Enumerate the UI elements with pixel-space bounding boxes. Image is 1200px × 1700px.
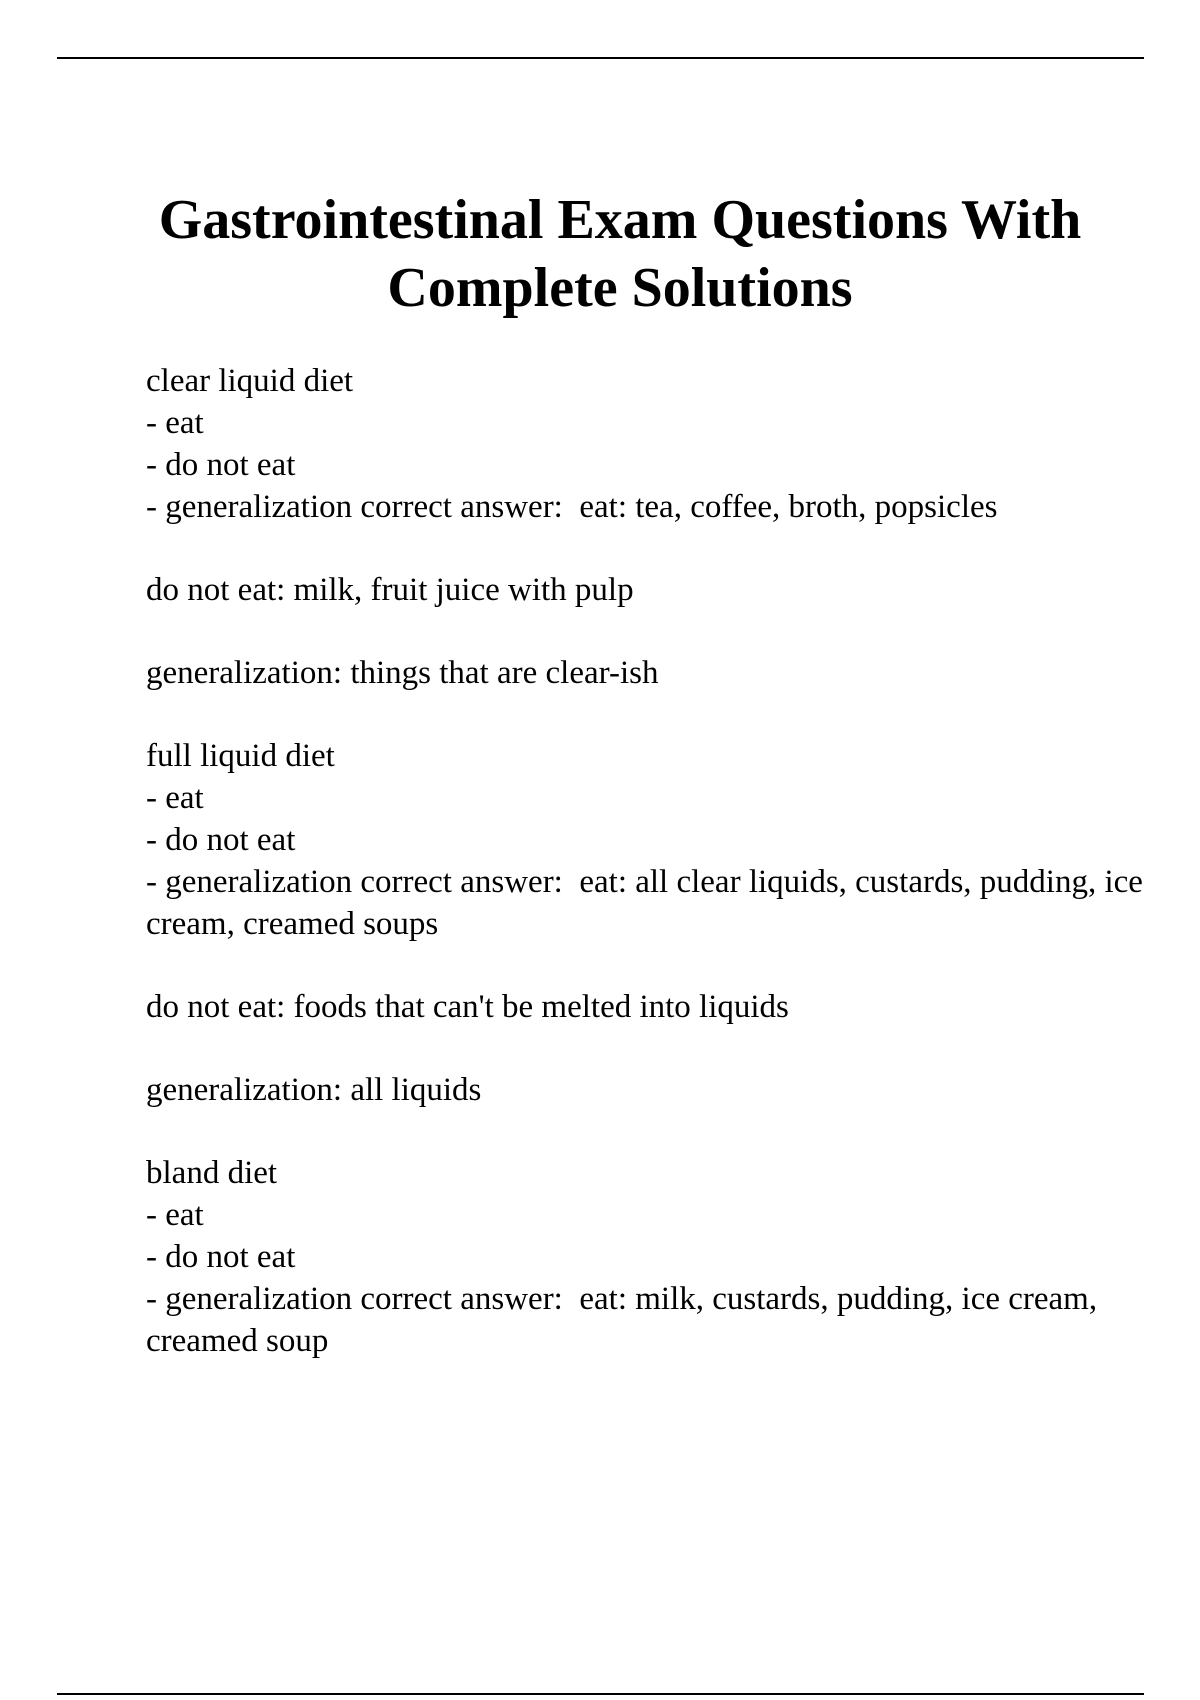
question-heading: bland diet <box>146 1155 278 1191</box>
document-body <box>146 360 1152 1403</box>
question-option: - do not eat <box>146 447 296 483</box>
question-answer: - generalization correct answer: eat: tea, coffee, broth, popsicles <box>146 489 998 525</box>
question-heading: full liquid diet <box>146 738 335 774</box>
answer-text: do not eat: milk, fruit juice with pulp <box>146 572 634 608</box>
question-answer: - generalization correct answer: eat: milk, custards, pudding, ice cream, creamed soup <box>146 1281 1106 1359</box>
question-option: - eat <box>146 405 204 441</box>
answer-text: generalization: all liquids <box>146 1072 482 1108</box>
question-block-full-liquid <box>146 735 1152 945</box>
footer-rule <box>57 1693 1144 1695</box>
answer-paragraph <box>146 652 1146 694</box>
answer-paragraph <box>146 569 1146 611</box>
answer-paragraph <box>146 986 1146 1028</box>
answer-text: generalization: things that are clear-ish <box>146 655 659 691</box>
question-option: - do not eat <box>146 822 296 858</box>
header-rule <box>57 57 1144 59</box>
question-option: - eat <box>146 780 204 816</box>
document-title: Gastrointestinal Exam Questions With Complete Solutions <box>158 189 1082 319</box>
question-option: - do not eat <box>146 1239 296 1275</box>
question-block-bland <box>146 1152 1146 1362</box>
question-heading: clear liquid diet <box>146 363 354 399</box>
question-option: - eat <box>146 1197 204 1233</box>
answer-text: do not eat: foods that can't be melted into liquids <box>146 989 789 1025</box>
question-block-clear-liquid <box>146 360 1146 528</box>
question-answer: - generalization correct answer: eat: all clear liquids, custards, pudding, ice cream, creamed soups <box>146 864 1152 942</box>
answer-paragraph <box>146 1069 1146 1111</box>
